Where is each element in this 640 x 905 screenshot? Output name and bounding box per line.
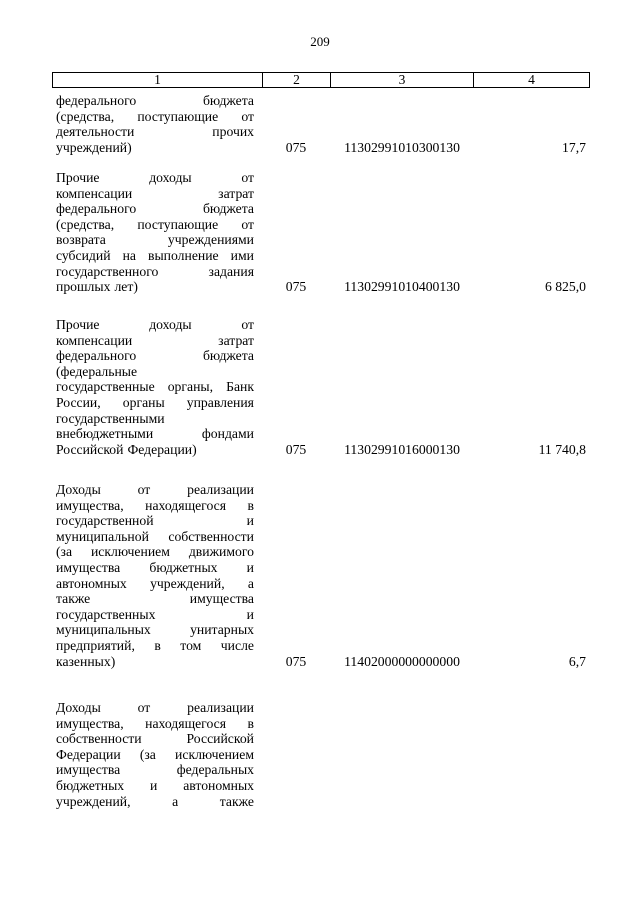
word: в [154,637,161,653]
word: (средства, [56,216,115,232]
amount-cell: 6,7 [568,653,586,669]
text-line [56,124,254,140]
word: от [241,108,254,124]
word: управления [186,394,254,410]
word: от [137,700,151,715]
word: (федеральные [56,363,138,379]
word: органы [122,394,165,410]
word: затрат [218,185,254,201]
word: поступающие [137,216,219,232]
word: федерального [56,201,137,217]
text-line [56,700,254,716]
table-row-text [56,170,254,295]
word: Российской [56,441,124,457]
word: собственности [56,731,142,747]
word: затрат [218,332,254,348]
word: реализации [187,482,254,497]
classification-code-cell: 11302991016000130 [344,441,460,457]
admin-code-cell: 075 [285,653,307,669]
word: движимого [188,544,254,560]
word: учреждениями [167,232,254,248]
word: Прочие [56,317,100,332]
word: бюджета [202,93,254,108]
amount-cell: 17,7 [562,139,586,155]
word: бюджетных [149,559,218,575]
word: предприятий, [56,637,135,653]
word: государственного [56,263,159,279]
word: имущества, [56,497,124,513]
text-line [56,364,254,380]
word: возврата [56,232,106,248]
word: учреждений, [56,793,131,809]
amount-cell: 6 825,0 [544,279,586,295]
text-line [56,379,254,395]
word: выполнение [148,247,219,263]
admin-code-cell: 075 [285,139,307,155]
word: государственной [56,513,154,529]
word: числе [220,637,254,653]
word: деятельности [56,124,135,140]
header-col-2: 2 [263,73,331,87]
admin-code-cell: 075 [285,279,307,295]
word: Прочие [56,170,100,185]
word: прошлых [56,279,111,295]
word: также [56,591,91,607]
word: Федерации [56,746,121,762]
page-number: 209 [310,34,330,49]
word: Банк [226,379,254,395]
word: автономных [56,575,127,591]
text-line [56,426,254,442]
word: находящегося [145,715,227,731]
text-line [56,264,254,280]
word: Российской [186,731,254,747]
word: (за [139,746,156,762]
word: казенных) [56,653,116,669]
word: в [247,715,254,731]
text-line [56,498,254,514]
text-line [56,747,254,763]
header-col-4: 4 [528,72,535,87]
text-line [56,217,254,233]
text-line [56,93,254,109]
text-line [56,395,254,411]
word: а [172,793,179,809]
word: компенсации [56,185,133,201]
text-line [56,794,254,810]
word: и [246,606,254,622]
word: доходы [149,170,192,185]
admin-code-cell: 075 [285,441,307,457]
word: бюджета [202,348,254,364]
word: государственными [56,410,165,426]
word: на [122,247,136,263]
table-row-text [56,317,254,457]
word: внебюджетными [56,426,154,442]
word: учреждений, [150,575,225,591]
word: бюджета [202,201,254,217]
header-col-1: 1 [53,73,263,87]
word: также [219,793,254,809]
table-header-row [52,72,590,88]
word: в [247,497,254,513]
word: и [246,513,254,529]
word: собственности [168,528,254,544]
word: государственных [56,606,156,622]
text-line [56,482,254,498]
word: от [241,170,254,185]
word: муниципальной [56,528,149,544]
word: ими [230,247,254,263]
word: имущества [56,762,121,778]
word: муниципальных [56,622,151,638]
word: компенсации [56,332,133,348]
text-line [56,638,254,654]
word: Доходы [56,482,101,497]
text-line [56,654,254,670]
table-row-text [56,700,254,809]
table-row-text [56,93,254,155]
table-row-text [56,482,254,669]
amount-cell: 11 740,8 [538,441,586,457]
text-line [56,716,254,732]
word: фондами [201,426,254,442]
text-line [56,186,254,202]
word: том [180,637,202,653]
word: доходы [149,317,192,332]
text-line [56,411,254,427]
text-line [56,317,254,333]
word: федерального [56,348,137,364]
classification-code-cell: 11302991010400130 [344,279,460,295]
word: находящегося [145,497,227,513]
word: от [241,216,254,232]
word: субсидий [56,247,111,263]
text-line [56,529,254,545]
text-line [56,513,254,529]
word: прочих [212,124,254,140]
word: учреждений) [56,139,132,155]
word: России, [56,394,101,410]
text-line [56,248,254,264]
text-line [56,201,254,217]
word: государственные [56,379,155,395]
classification-code-cell: 11402000000000000 [344,653,460,669]
word: имущества [189,591,254,607]
text-line [56,232,254,248]
text-line [56,348,254,364]
text-line [56,279,254,295]
classification-code-cell: 11302991010300130 [344,139,460,155]
text-line [56,591,254,607]
word: от [241,317,254,332]
text-line [56,333,254,349]
word: унитарных [190,622,254,638]
text-line [56,622,254,638]
text-line [56,109,254,125]
word: (средства, [56,108,115,124]
word: федеральных [176,762,254,778]
word: лет) [114,279,138,295]
text-line [56,442,254,458]
text-line [56,576,254,592]
word: Федерации) [127,441,197,457]
word: автономных [183,777,254,793]
text-line [56,560,254,576]
text-line [56,607,254,623]
word: а [247,575,254,591]
word: (за [56,544,73,560]
word: исключением [175,746,254,762]
word: поступающие [137,108,219,124]
word: имущества, [56,715,124,731]
word: бюджетных [56,777,125,793]
text-line [56,544,254,560]
word: Доходы [56,700,101,715]
text-line [56,140,254,156]
text-line [56,762,254,778]
text-line [56,731,254,747]
word: реализации [187,700,254,715]
header-col-3: 3 [331,73,474,87]
word: и [150,777,158,793]
word: задания [208,263,254,279]
word: федерального [56,93,137,108]
word: исключением [90,544,170,560]
word: и [246,559,254,575]
text-line [56,170,254,186]
word: имущества [56,559,121,575]
word: от [137,482,151,497]
word: органы, [167,379,214,395]
text-line [56,778,254,794]
